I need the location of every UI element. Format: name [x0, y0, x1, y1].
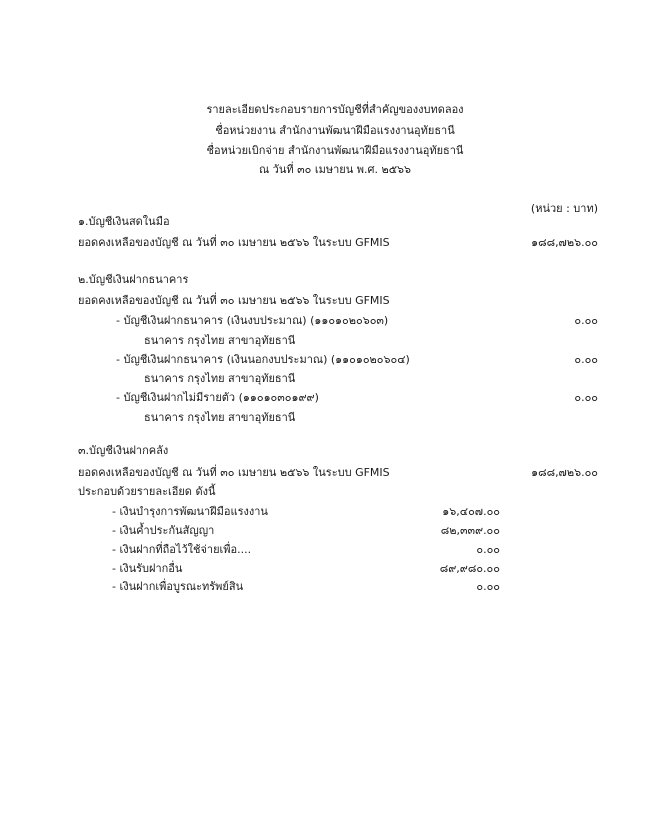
section3-item-label: - เงินบำรุงการพัฒนาฝีมือแรงงาน	[112, 505, 268, 518]
section3-item-value: ๐.๐๐	[476, 543, 500, 556]
header-title: รายละเอียดประกอบรายการบัญชีที่สำคัญของงบทดลอง	[206, 103, 464, 116]
header-agency: ชื่อหน่วยงาน สำนักงานพัฒนาฝีมือแรงงานอุทัยธานี	[215, 124, 455, 137]
section2-item-label: - บัญชีเงินฝากธนาคาร (เงินงบประมาณ) (๑๑๐๑๐๒๐๖๐๓)	[116, 314, 389, 327]
section3-item-value: ๘๒,๓๓๙.๐๐	[440, 524, 500, 537]
section2-item-bank: ธนาคาร กรุงไทย สาขาอุทัยธานี	[144, 372, 296, 385]
section2-item-label: - บัญชีเงินฝากธนาคาร (เงินนอกงบประมาณ) (๑๑๐๑๐๒๐๖๐๔)	[116, 353, 410, 366]
section1-balance-label: ยอดคงเหลือของบัญชี ณ วันที่ ๓๐ เมษายน ๒๕๖๖ ในระบบ GFMIS	[78, 236, 390, 249]
section3-item-label: - เงินฝากเพื่อบูรณะทรัพย์สิน	[112, 580, 244, 593]
section3-balance-label: ยอดคงเหลือของบัญชี ณ วันที่ ๓๐ เมษายน ๒๕๖๖ ในระบบ GFMIS	[78, 466, 390, 479]
section1-title: ๑.บัญชีเงินสดในมือ	[78, 215, 170, 228]
section3-item-value: ๘๙,๙๘๐.๐๐	[439, 562, 500, 575]
section2-item-bank: ธนาคาร กรุงไทย สาขาอุทัยธานี	[144, 334, 296, 347]
section2-title: ๒.บัญชีเงินฝากธนาคาร	[78, 273, 189, 286]
section3-item-label: - เงินฝากที่ถือไว้ใช้จ่ายเพื่อ....	[112, 543, 252, 556]
section2-item-value: ๐.๐๐	[574, 353, 598, 366]
section2-item-value: ๐.๐๐	[574, 314, 598, 327]
section3-item-label: - เงินค้ำประกันสัญญา	[112, 524, 215, 537]
header-date: ณ วันที่ ๓๐ เมษายน พ.ศ. ๒๕๖๖	[258, 163, 412, 176]
unit-label: (หน่วย : บาท)	[530, 202, 598, 215]
section1-balance-value: ๑๘๘,๗๒๖.๐๐	[531, 236, 598, 249]
section3-item-label: - เงินรับฝากอื่น	[112, 562, 183, 575]
section3-detail-heading: ประกอบด้วยรายละเอียด ดังนี้	[78, 485, 216, 498]
section3-balance-value: ๑๘๘,๗๒๖.๐๐	[531, 466, 598, 479]
section2-item-label: - บัญชีเงินฝากไม่มีรายตัว (๑๑๐๑๐๓๐๑๙๙)	[116, 391, 319, 404]
section2-item-value: ๐.๐๐	[574, 391, 598, 404]
section2-balance-label: ยอดคงเหลือของบัญชี ณ วันที่ ๓๐ เมษายน ๒๕๖๖ ในระบบ GFMIS	[78, 294, 390, 307]
section3-item-value: ๑๖,๔๐๗.๐๐	[442, 505, 500, 518]
section2-item-bank: ธนาคาร กรุงไทย สาขาอุทัยธานี	[144, 411, 296, 424]
header-disbursing-unit: ชื่อหน่วยเบิกจ่าย สำนักงานพัฒนาฝีมือแรงงานอุทัยธานี	[206, 144, 464, 157]
section3-title: ๓.บัญชีเงินฝากคลัง	[78, 444, 169, 457]
section3-item-value: ๐.๐๐	[476, 580, 500, 593]
